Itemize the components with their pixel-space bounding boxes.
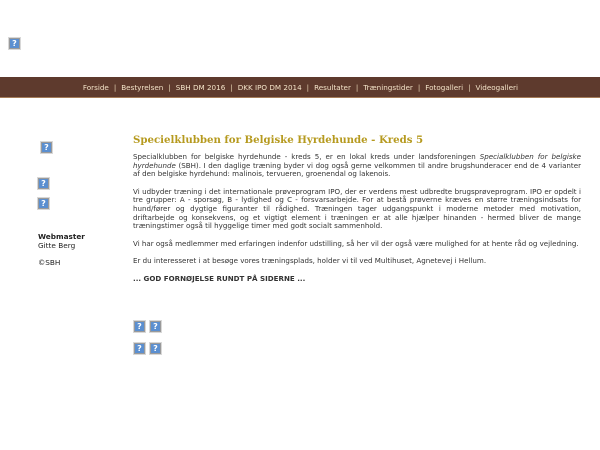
nav-fotogalleri[interactable]: Fotogalleri [425,82,464,92]
nav-resultater[interactable]: Resultater [314,82,351,92]
ipo-paragraph: Vi udbyder træning i det internationale prøveprogram IPO, der er verdens mest udbredte brugsprøveprogram. IPO er opdelt i tre grupper: A - sporsøg, B - lydighed og C - forsvarsarbejde. For at bestå prøverne kræves en større træningsindsats for hund/fører og dygtige figuranter til rådighed. Træningen tager udgangspunkt i moderne metoder med motivation, driftarbejde og konsekvens, og et vigtigt element i træningen er at alle hjælper hinanden - hermed bliver de mange træningstimer også til hyggelige timer med godt socialt sammenhold. [133,186,581,231]
nav-videogalleri[interactable]: Videogalleri [475,82,518,92]
nav-traeningstider[interactable]: Træningstider [363,82,413,92]
broken-image-icon: ? [150,321,161,332]
nav-dkk-ipo-dm-2014[interactable]: DKK IPO DM 2014 [237,82,302,92]
broken-image-icon: ? [150,343,161,354]
club-name-italic: Specialklubben for belgiske hyrdehunde [133,152,581,170]
nav-bestyrelsen[interactable]: Bestyrelsen [121,82,164,92]
nav-sbh-dm-2016[interactable]: SBH DM 2016 [175,82,226,92]
intro-text-start: Specialklubben for belgiske hyrdehunde - kreds 5, er en lokal kreds under landsforeningen [133,152,480,161]
nav-separator: | [230,82,233,92]
broken-image-icon: ? [134,321,145,332]
broken-image-icon: ? [38,178,49,189]
broken-image-icon: ? [134,343,145,354]
broken-image-icon: ? [41,142,52,153]
main-nav [83,83,518,92]
nav-separator: | [468,82,471,92]
intro-text-end: (SBH). I den daglige træning byder vi dog også gerne velkommen til andre brugshunderacer end de 4 varianter af den belgiske hyrdehund: malinois, tervueren, groenendal og lakenois. [133,160,581,179]
broken-image-icon: ? [9,38,20,49]
main-content [133,153,581,293]
closing-line: ... GOD FORNØJELSE RUNDT PÅ SIDERNE ... [133,273,306,283]
nav-separator: | [113,82,117,92]
page-title: Specielklubben for Belgiske Hyrdehunde - Kreds 5 [133,134,424,146]
intro-paragraph [133,153,581,179]
broken-image-icon: ? [38,198,49,209]
nav-divider [0,97,600,98]
webmaster-name: Gitte Berg [38,241,76,250]
nav-separator: | [355,82,359,92]
nav-separator: | [168,82,171,92]
exhibition-paragraph: Vi har også medlemmer med erfaringen indenfor udstilling, så her vil der også være mulighed for at hente råd og vejledning. [133,238,579,248]
navigation-strip [0,79,600,95]
nav-separator: | [306,82,310,92]
copyright: ©SBH [38,258,61,267]
location-paragraph: Er du interesseret i at besøge vores træningsplads, holder vi til ved Multihuset, Agnetevej i Hellum. [133,256,487,266]
nav-separator: | [417,82,421,92]
nav-forside[interactable]: Forside [82,82,109,92]
webmaster-label: Webmaster [38,232,85,241]
